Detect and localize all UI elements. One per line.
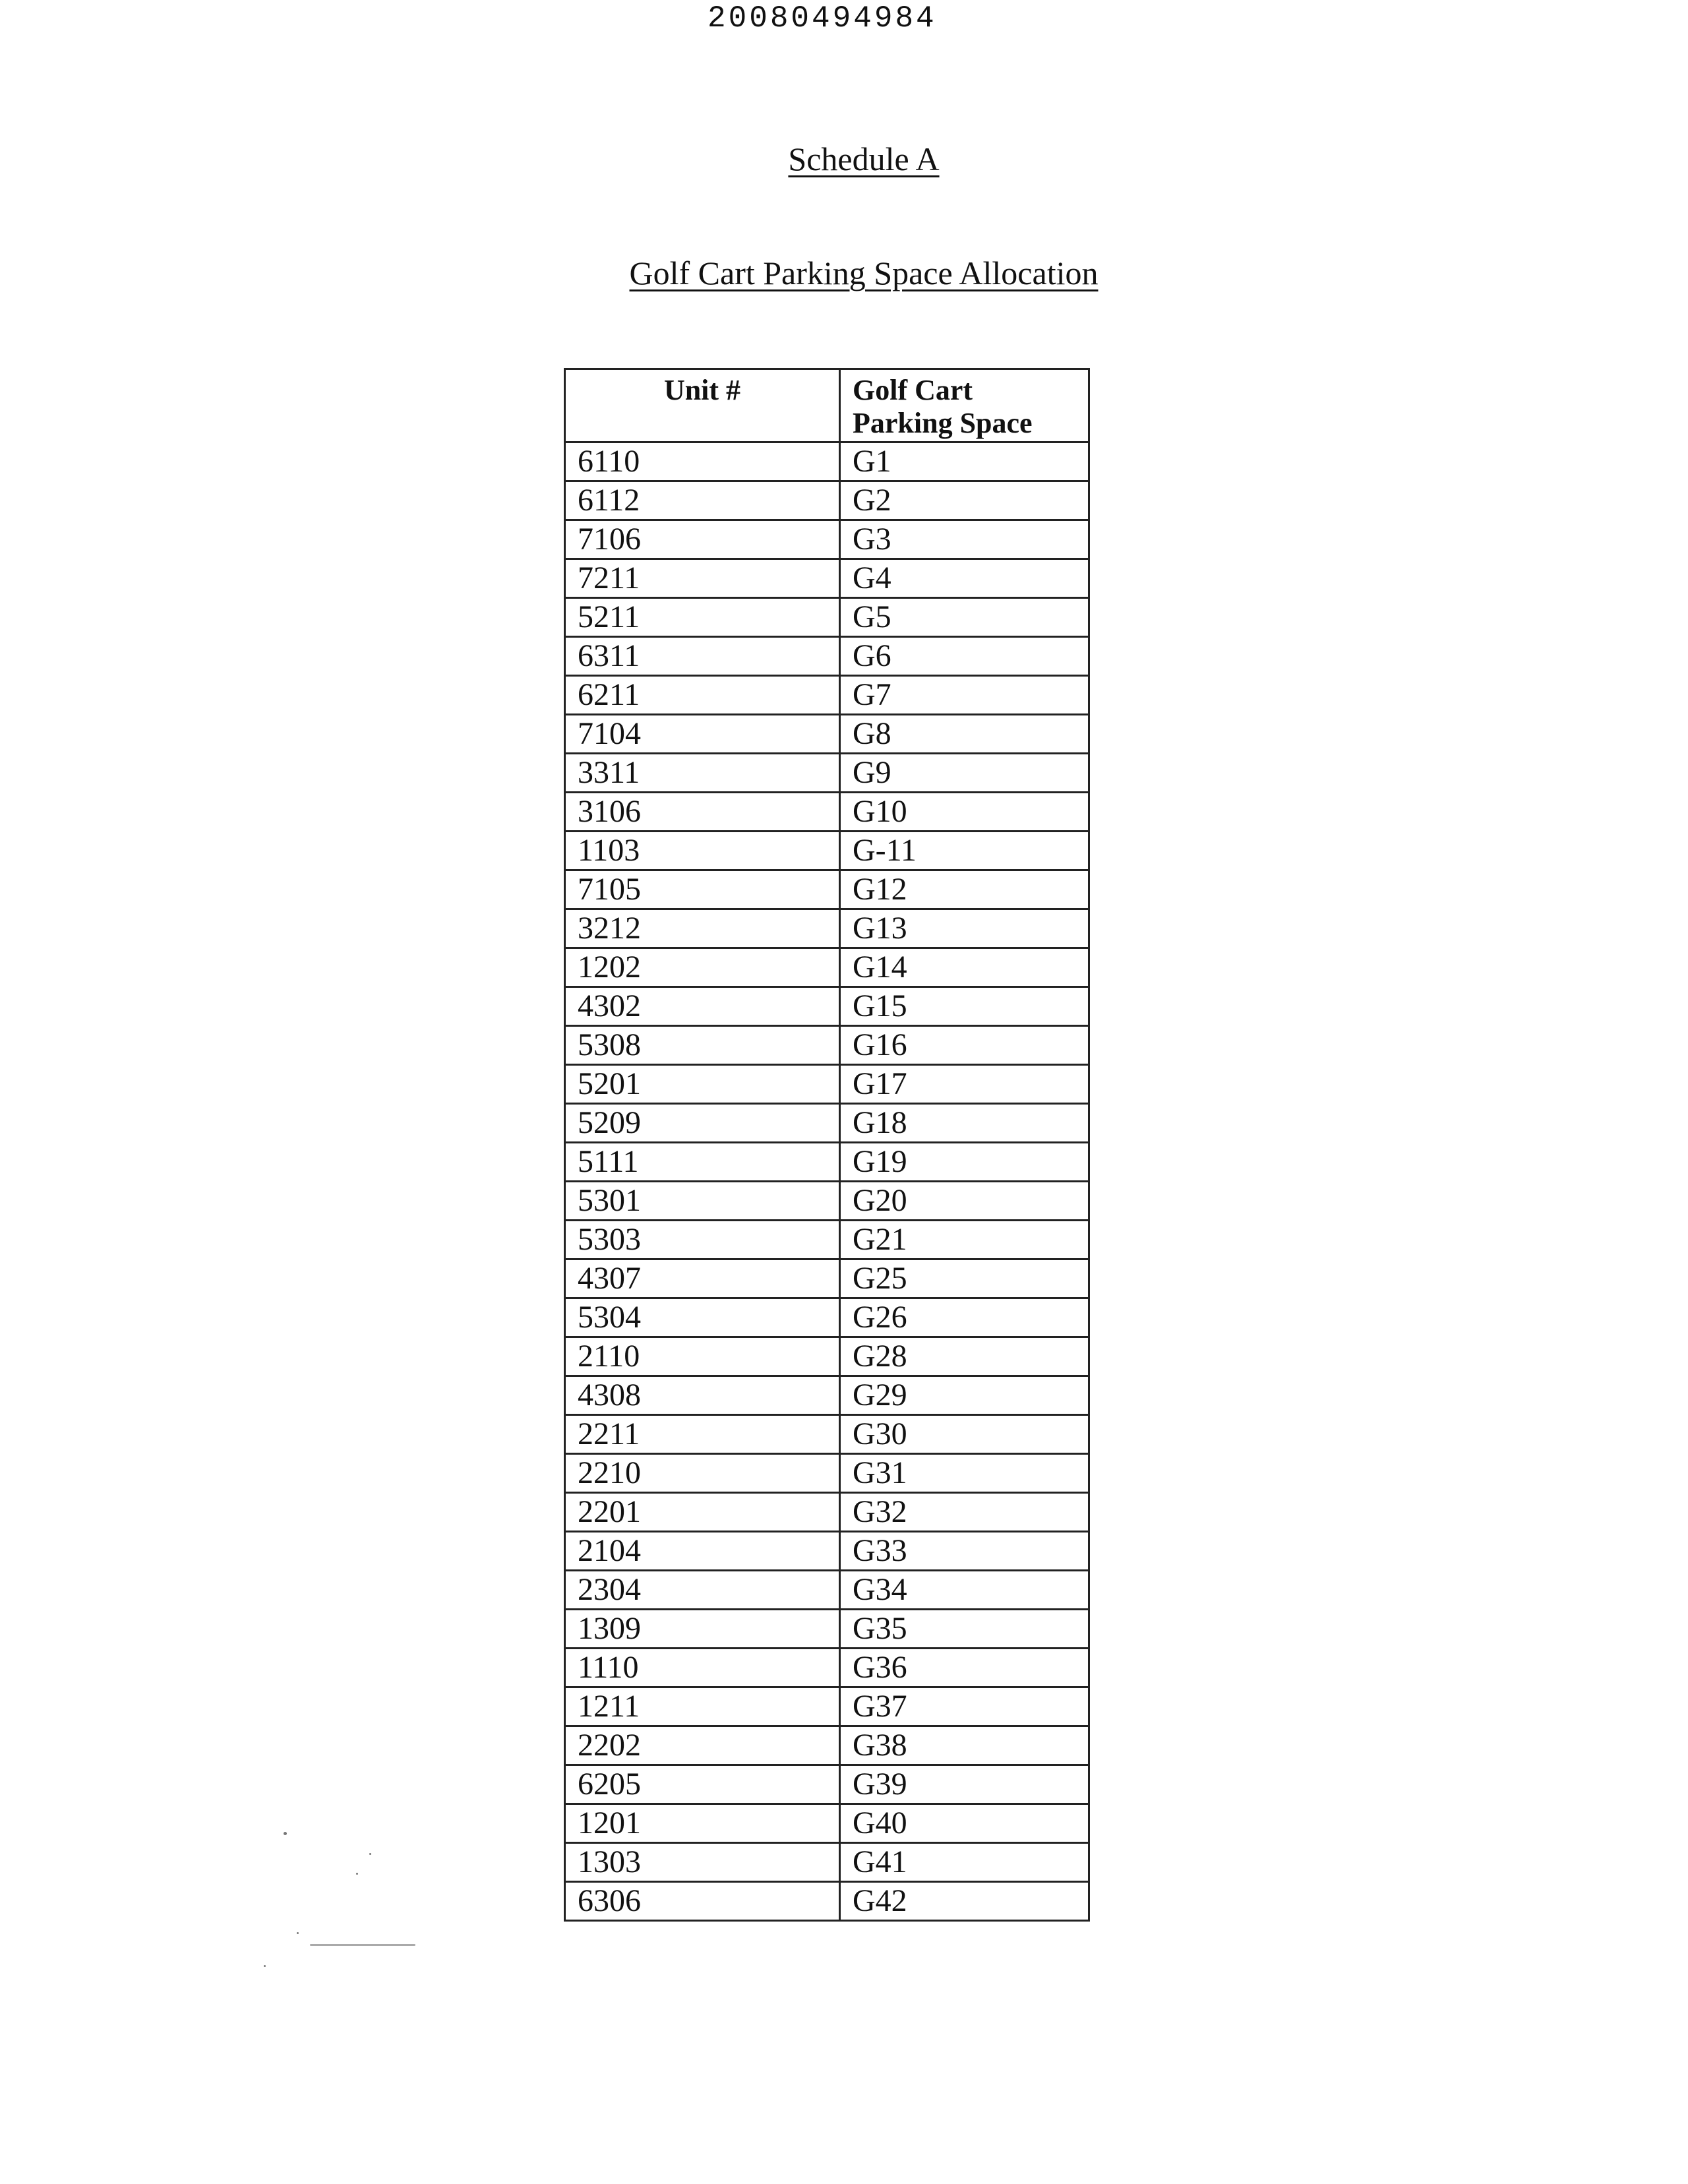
table-row [565, 1804, 1089, 1843]
space-column-header [840, 369, 1089, 442]
unit-cell: 5301 [565, 1182, 840, 1221]
table-row [565, 676, 1089, 715]
table-body [565, 442, 1089, 1921]
document-number-text: 20080494984 [708, 1, 937, 36]
unit-cell: 7211 [565, 559, 840, 598]
table-row [565, 1687, 1089, 1726]
space-cell: G29 [840, 1376, 1089, 1415]
table-row [565, 1843, 1089, 1882]
unit-cell: 2104 [565, 1532, 840, 1571]
table-row [565, 987, 1089, 1026]
unit-cell: 1103 [565, 832, 840, 870]
schedule-title: Schedule A [788, 140, 940, 177]
space-cell: G16 [840, 1026, 1089, 1065]
space-cell: G6 [840, 637, 1089, 676]
table-row [565, 1454, 1089, 1493]
scan-speck [369, 1853, 371, 1855]
scan-speck [297, 1932, 299, 1934]
space-cell: G37 [840, 1687, 1089, 1726]
unit-cell: 5308 [565, 1026, 840, 1065]
space-cell: G9 [840, 754, 1089, 793]
table-row [565, 1726, 1089, 1765]
table-row [565, 1259, 1089, 1298]
unit-cell: 4308 [565, 1376, 840, 1415]
unit-cell: 2202 [565, 1726, 840, 1765]
unit-cell: 6306 [565, 1882, 840, 1921]
unit-cell: 2201 [565, 1493, 840, 1532]
table-row [565, 948, 1089, 987]
scan-speck [264, 1965, 266, 1967]
unit-cell: 2110 [565, 1337, 840, 1376]
space-cell: G15 [840, 987, 1089, 1026]
space-cell: G38 [840, 1726, 1089, 1765]
unit-cell: 5111 [565, 1143, 840, 1182]
space-cell: G39 [840, 1765, 1089, 1804]
space-cell: G5 [840, 598, 1089, 637]
table-row [565, 1882, 1089, 1921]
unit-cell: 1201 [565, 1804, 840, 1843]
table-row [565, 1104, 1089, 1143]
table-row [565, 1143, 1089, 1182]
space-header-line1: Golf Cart [853, 374, 973, 406]
space-header-line2: Parking Space [853, 407, 1033, 439]
unit-cell: 4307 [565, 1259, 840, 1298]
unit-cell: 7104 [565, 715, 840, 754]
space-cell: G33 [840, 1532, 1089, 1571]
table-row [565, 793, 1089, 832]
table-row [565, 637, 1089, 676]
table-row [565, 1026, 1089, 1065]
allocation-table [564, 368, 1090, 1922]
unit-cell: 5304 [565, 1298, 840, 1337]
space-cell: G8 [840, 715, 1089, 754]
space-cell: G19 [840, 1143, 1089, 1182]
table-row [565, 870, 1089, 909]
unit-cell: 5201 [565, 1065, 840, 1104]
table-row [565, 1649, 1089, 1687]
space-cell: G30 [840, 1415, 1089, 1454]
space-cell: G-11 [840, 832, 1089, 870]
space-cell: G28 [840, 1337, 1089, 1376]
table-row [565, 520, 1089, 559]
table-row [565, 1765, 1089, 1804]
table-row [565, 598, 1089, 637]
unit-cell: 3106 [565, 793, 840, 832]
space-cell: G40 [840, 1804, 1089, 1843]
table-row [565, 1065, 1089, 1104]
table-row [565, 754, 1089, 793]
scan-speck [284, 1832, 287, 1835]
unit-cell: 2211 [565, 1415, 840, 1454]
unit-cell: 6311 [565, 637, 840, 676]
space-cell: G3 [840, 520, 1089, 559]
unit-cell: 1309 [565, 1610, 840, 1649]
table-row [565, 1337, 1089, 1376]
unit-cell: 2210 [565, 1454, 840, 1493]
space-cell: G17 [840, 1065, 1089, 1104]
table-row [565, 1415, 1089, 1454]
space-cell: G7 [840, 676, 1089, 715]
space-cell: G14 [840, 948, 1089, 987]
space-cell: G4 [840, 559, 1089, 598]
unit-cell: 6110 [565, 442, 840, 481]
space-cell: G34 [840, 1571, 1089, 1610]
table-row [565, 481, 1089, 520]
space-cell: G20 [840, 1182, 1089, 1221]
table-row [565, 1571, 1089, 1610]
unit-cell: 1211 [565, 1687, 840, 1726]
space-cell: G12 [840, 870, 1089, 909]
table-title: Golf Cart Parking Space Allocation [629, 255, 1099, 291]
table-row [565, 1298, 1089, 1337]
unit-column-header [565, 369, 840, 442]
space-cell: G13 [840, 909, 1089, 948]
unit-cell: 7105 [565, 870, 840, 909]
table-header-row [565, 369, 1089, 442]
unit-cell: 5211 [565, 598, 840, 637]
space-cell: G36 [840, 1649, 1089, 1687]
scan-speck [310, 1944, 415, 1946]
table-row [565, 832, 1089, 870]
unit-cell: 6112 [565, 481, 840, 520]
unit-cell: 3212 [565, 909, 840, 948]
table-row [565, 1182, 1089, 1221]
table-row [565, 1376, 1089, 1415]
space-cell: G25 [840, 1259, 1089, 1298]
unit-cell: 5209 [565, 1104, 840, 1143]
unit-cell: 3311 [565, 754, 840, 793]
table-row [565, 715, 1089, 754]
space-cell: G10 [840, 793, 1089, 832]
table-row [565, 1221, 1089, 1259]
space-cell: G31 [840, 1454, 1089, 1493]
table-row [565, 1610, 1089, 1649]
space-cell: G35 [840, 1610, 1089, 1649]
space-cell: G32 [840, 1493, 1089, 1532]
space-cell: G1 [840, 442, 1089, 481]
space-cell: G42 [840, 1882, 1089, 1921]
table-row [565, 442, 1089, 481]
space-cell: G2 [840, 481, 1089, 520]
unit-cell: 6211 [565, 676, 840, 715]
unit-cell: 4302 [565, 987, 840, 1026]
unit-cell: 1110 [565, 1649, 840, 1687]
table-row [565, 559, 1089, 598]
table-row [565, 1493, 1089, 1532]
space-cell: G26 [840, 1298, 1089, 1337]
space-cell: G41 [840, 1843, 1089, 1882]
space-cell: G21 [840, 1221, 1089, 1259]
unit-cell: 5303 [565, 1221, 840, 1259]
unit-cell: 1202 [565, 948, 840, 987]
table-row [565, 909, 1089, 948]
unit-cell: 7106 [565, 520, 840, 559]
unit-cell: 6205 [565, 1765, 840, 1804]
space-cell: G18 [840, 1104, 1089, 1143]
table-row [565, 1532, 1089, 1571]
unit-cell: 1303 [565, 1843, 840, 1882]
unit-header-label: Unit # [663, 374, 741, 406]
scan-speck [356, 1873, 358, 1875]
unit-cell: 2304 [565, 1571, 840, 1610]
scan-specks [251, 1827, 501, 1985]
